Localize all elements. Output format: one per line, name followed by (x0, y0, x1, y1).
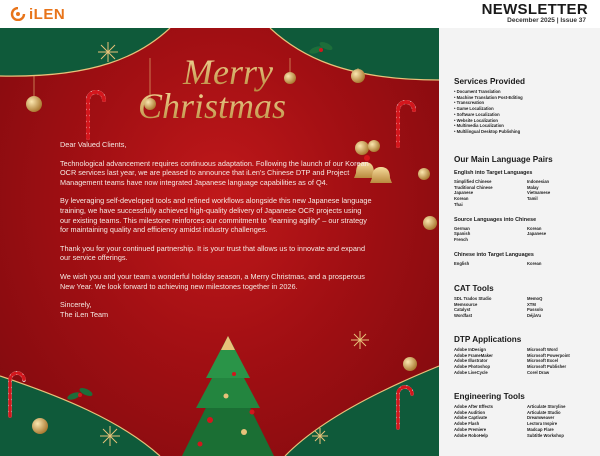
dtp-app-item: Microsoft Excel (527, 358, 558, 364)
language-list (454, 261, 600, 267)
language-column (527, 226, 600, 243)
service-item: • Multilingual Desktop Publishing (454, 128, 521, 134)
service-item: • Machine Translation Post-Editing (454, 94, 523, 100)
issue-date: December 2025 (507, 17, 555, 24)
dtp-title: DTP Applications (454, 335, 522, 344)
engineering-tool-item: Adobe Audition (454, 409, 486, 415)
bottom-left-band (0, 376, 160, 456)
service-item: • Game Localization (454, 106, 494, 112)
issue-meta (507, 17, 586, 24)
engineering-tool-item: Adobe Flash (454, 421, 480, 427)
cat-title: CAT Tools (454, 284, 494, 293)
engineering-tool-item: Adobe Captivate (454, 415, 488, 421)
masthead (0, 0, 600, 28)
service-item: • Transcreation (454, 100, 485, 106)
dtp-app-item: Microsoft Word (527, 347, 558, 352)
engineering-section (454, 392, 600, 438)
service-item: • Software Localization (454, 111, 500, 117)
dtp-app-item: Microsoft Powerpoint (527, 352, 570, 358)
language-item: Tamil (527, 196, 538, 202)
services-title: Services Provided (454, 77, 525, 86)
language-item: Traditional Chinese (454, 184, 493, 190)
language-column (454, 179, 527, 208)
dtp-app-item: Adobe Photoshop (454, 364, 491, 370)
cat-tool-item: DéjàVu (527, 313, 542, 319)
ilen-logo-mark-icon (10, 7, 26, 21)
services-list (454, 89, 594, 135)
ilen-logo (10, 6, 65, 22)
dtp-app-item: Adobe FrameMaker (454, 352, 493, 358)
engineering-tool-item: Lectora Inspire (527, 421, 558, 427)
heading-merry: Merry (183, 52, 273, 92)
language-item: Thai (454, 201, 463, 207)
signature-line: The iLen Team (60, 309, 109, 319)
dtp-list (454, 347, 600, 376)
cat-tool-item: SDL Trados Studio (454, 296, 492, 301)
engineering-tool-item: Adobe After Effects (454, 404, 493, 409)
letter-body (60, 140, 372, 319)
cat-tool-item: XTM (527, 301, 536, 307)
language-list (454, 179, 600, 208)
language-column (527, 261, 600, 267)
dtp-app-item: Microsoft Publisher (527, 364, 567, 370)
dtp-app-item: Adobe LiveCycle (454, 369, 488, 375)
cat-tool-item: Passolo (527, 307, 544, 313)
cat-section (454, 284, 600, 319)
language-item: Korean (454, 196, 469, 202)
letter-paragraph: Technological advancement requires continuous adaptation. Following the launch of our Korean OCR services last year, we are pleased to announce that iLen's Chinese DTP and Project Management teams have now integrated Japanese language capabilities as of Q4. (60, 158, 369, 187)
language-item: Spanish (454, 231, 471, 237)
services-section (454, 77, 594, 135)
engineering-list (454, 404, 600, 438)
issue-number: Issue 37 (560, 17, 586, 24)
language-pair-group (454, 217, 600, 243)
language-pair-subtitle: English into Target Languages (454, 170, 533, 176)
language-item: Japanese (454, 190, 474, 196)
letter-paragraph: By leveraging self-developed tools and refined workflows alongside this new Japanese language training, we have successfully achieved high-quality delivery of Japanese OCR projects using our existing teams. This milestone reinforces our commitment to “learning agility” – our strategy for maintaining quality and efficiency amidst industry challenges. (60, 196, 372, 235)
cat-list (454, 296, 600, 319)
language-item: Vietnamese (527, 190, 551, 196)
language-item: Korean (527, 225, 542, 231)
language-list (454, 226, 600, 243)
bottom-right-band (285, 366, 439, 456)
issue-separator: | (556, 17, 559, 24)
letter-paragraph: Thank you for your continued partnership. It is your trust that allows us to innovate and expand our service offerings. (60, 243, 366, 263)
logo-text: iLEN (29, 5, 66, 23)
language-pairs-title: Our Main Language Pairs (454, 155, 553, 164)
language-item: Korean (527, 260, 542, 266)
language-pair-groups (454, 170, 600, 266)
christmas-tree-icon (182, 336, 274, 456)
language-item: German (454, 225, 470, 231)
dtp-app-item: Adobe InDesign (454, 347, 486, 352)
letter-greeting: Dear Valued Clients, (60, 140, 127, 149)
heading-christmas: Christmas (137, 86, 287, 126)
language-item: Simplified Chinese (454, 179, 492, 184)
language-column (454, 261, 527, 267)
sidebar (439, 28, 600, 456)
language-item: English (454, 260, 470, 266)
engineering-title: Engineering Tools (454, 392, 525, 401)
service-item: • Website Localization (454, 117, 498, 123)
engineering-tool-item: Articulate Studio (527, 409, 561, 415)
cat-tool-item: Memsource (454, 301, 478, 307)
letter-paragraph: We wish you and your team a wonderful holiday season, a Merry Christmas, and a prosperous New Year. We look forward to achieving new milestones together in 2026. (60, 271, 365, 291)
dtp-app-item: Adobe Illustrator (454, 358, 488, 364)
newsletter-title: NEWSLETTER (481, 1, 588, 18)
language-item: Japanese (527, 231, 547, 237)
language-pair-group (454, 170, 600, 208)
top-left-curtain (0, 28, 170, 76)
language-column (527, 179, 600, 208)
engineering-tool-item: Madcap Flare (527, 426, 554, 432)
service-item: • Multimedia Localization (454, 123, 504, 129)
dtp-app-item: Corel Draw (527, 369, 550, 375)
language-pair-subtitle: Source Languages into Chinese (454, 216, 537, 223)
language-item: Indonesian (527, 179, 550, 184)
letter-closing (60, 300, 372, 319)
closing-line: Sincerely, (60, 300, 92, 310)
engineering-tool-item: Subtitle Workshop (527, 432, 564, 438)
language-item: Malay (527, 184, 539, 190)
dtp-section (454, 335, 600, 376)
engineering-tool-item: Adobe Premiere (454, 426, 487, 432)
christmas-letter (0, 28, 439, 456)
engineering-tool-item: Dreamweaver (527, 415, 555, 421)
language-column (454, 226, 527, 243)
language-pair-subtitle: Chinese into Target Languages (454, 251, 534, 258)
language-item: French (454, 236, 468, 242)
engineering-tool-item: Adobe RoboHelp (454, 432, 488, 438)
cat-tool-item: Catalyst (454, 307, 471, 313)
language-pairs-section (454, 155, 600, 266)
engineering-tool-item: Articulate Storyline (527, 404, 566, 409)
service-item: • Document Translation (454, 89, 501, 94)
cat-tool-item: Wordfast (454, 313, 473, 319)
language-pair-group (454, 252, 600, 267)
cat-tool-item: MemoQ (527, 296, 543, 301)
